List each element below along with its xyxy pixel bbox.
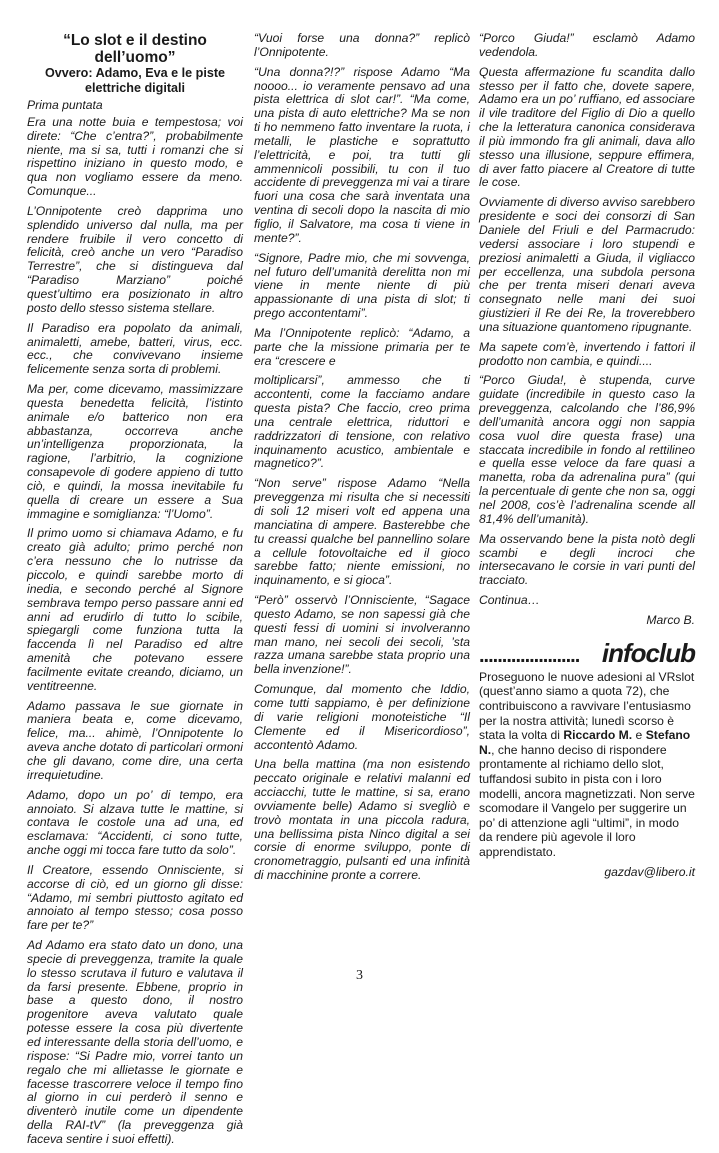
paragraph: “Una donna?!?” rispose Adamo “Ma noooo... io veramente pensavo ad una pista elettrica di slot car!”. “Ma come, una pista di auto elettriche? Ma se non ti ho nemmeno fatto inventare la ruota, i metalli, le plastiche e soprattutto l’elettricità, e poi, tra tutti gli ammennicoli possibili, tu con il tuo accidente di preveggenza mi vai a tirare fuori una cosa che sarà inventata una ventina di secoli dopo la nascita di mio figlio, il Salvatore, ma cosa ti viene in mente?”. [254,64,470,245]
column-1 [27,32,243,1153]
article-title: “Lo slot e il destino dell’uomo” [63,32,207,66]
paragraph: L’Onnipotente creò dapprima uno splendido universo dal nulla, ma per rendere fruibile il vero concetto di felicità, creò anche un vero “Paradiso Terrestre”, che si distingueva dal “Paradiso Marziano” poiché quest’ultimo era posizionato in altro posto dello stesso sistema stellare. [27,203,243,315]
paragraph: Il primo uomo si chiamava Adamo, e fu creato già adulto; primo perché non c’era nessuno che lo nutrisse da piccolo, e quindi sarebbe morto di inedia, e secondo perché al Signore sembrava tempo perso passare anni ed anni ad erudirlo di tutto lo scibile, spiegargli come funziona tutta la faccenda lì nel Paradiso ed altre amenità che potevano essere facilmente evitate creando, diciamo, un ventitreenne. [27,526,243,693]
article-signature: Marco B. [646,612,695,627]
paragraph: Adamo passava le sue giornate in maniera beata e, come dicevamo, felice, ma... ahimè, l’Onnipotente lo aveva anche dotato di particolari ormoni che gli davano, come dire, una certa irrequietudine. [27,698,243,782]
infoclub-header [479,638,695,666]
member-name-2: Stefano N. [479,728,691,757]
paragraph: Il Creatore, essendo Onnisciente, si accorse di ciò, ed un giorno gli disse: “Adamo, mi sembri piuttosto agitato ed annoiato al tempo stesso; cosa posso fare per te?” [27,862,243,933]
episode-label: Prima puntata [27,98,103,112]
paragraph: Comunque, dal momento che Iddio, come tutti sappiamo, è per definizione di varie religioni monoteistiche “Il Clemente ed il Misericordioso”, accontentò Adamo. [254,682,470,752]
page-number: 3 [356,968,363,983]
paragraph: Il Paradiso era popolato da animali, animaletti, amebe, batteri, virus, ecc. ecc., che convivevano insieme felicemente senza sorta di problemi. [27,320,243,377]
paragraph: “Non serve” rispose Adamo “Nella preveggenza mi risulta che si necessiti di soli 12 miseri volt ed appena una manciatina di ampere. Basterebbe che tu creassi qualche bel pannellino solare a cellule fotovoltaiche ed il gioco sarebbe fatto; niente emissioni, no inquinamento, e si gioca”. [254,476,470,588]
contact-email[interactable]: gazdav@libero.it [604,865,695,880]
infoclub-text-2: e [632,728,646,743]
paragraph: “Porco Giuda!” esclamò Adamo vedendola. [479,31,695,59]
paragraph: “Porco Giuda!, è stupenda, curve guidate (incredibile in questo caso la preveggenza, calcolando che l’86,9% dell’umanità ancora oggi non sappia cosa vuol dire questa frase) una staccata incredibile in fondo al rettilineo e quella esse veloce da fare quasi a manetta, roba da adrenalina pura” (qui la percentuale di gente che non sa, oggi nel 2008, cos’è l’adrenalina scende all 81,4% dell’umanità). [479,373,695,526]
infoclub-dots: ...................... [479,644,580,667]
paragraph: “Però” osservò l’Onnisciente, “Sagace questo Adamo, se non sapessi già che questi fessi di uomini si involveranno man mano, nei secoli dei secoli, ’sta razza umana sarebbe stata proprio una bella invenzione!”. [254,593,470,677]
infoclub-text-1: Proseguono le nuove adesioni al VRslot (quest’anno siamo a quota 72), che contribuiscono a ravvivare l’entusiasmo per la nostra attività; lunedì scorso è stata la volta di [479,669,695,743]
paragraph: Continua… [479,593,540,608]
paragraph: Ma sapete com’è, invertendo i fattori il prodotto non cambia, e quindi.... [479,339,695,368]
column-2 [254,32,470,889]
paragraph: moltiplicarsi”, ammesso che ti accontenti, come la facciamo andare questa pista? Che faccio, creo prima una centrale elettrica, riduttori e raddrizzatori di tensione, con relativo inquinamento acustico, ambientale e magnetico?”. [254,373,470,471]
article-subtitle: Ovvero: Adamo, Eva e le piste elettriche digitali [44,66,226,95]
paragraph: Ma per, come dicevamo, massimizzare questa benedetta felicità, l’istinto animale e/o batterico non era abbastanza, occorreva anche un’intelligenza proporzionata, la ragione, l’arbitrio, la cognizione consapevole di godere appieno di tutto ciò, e quindi, la mossa inevitabile fu quella di creare un essere a Sua immagine e somiglianza: “l’Uomo”. [27,382,243,521]
paragraph: Ovviamente di diverso avviso sarebbero presidente e soci dei consorzi di San Daniele del Friuli e del Parmacrudo: vedersi associare i loro stupendi e preziosi animaletti a Giuda, il vigliacco per eccellenza, una subdola persona che per trenta miseri denari aveva consegnato nelle mani dei suoi giustizieri il Re dei Re, la troverebbero una situazione quantomeno ripugnante. [479,195,695,334]
infoclub-section [479,670,695,880]
paragraph: Ad Adamo era stato dato un dono, una specie di preveggenza, tramite la quale lo stesso scrutava il futuro e valutava il da farsi presente. Ebbene, proprio in base a questo dono, il nostro progenitore aveva valutato quale potesse essere la cosa più divertente ed interessante della storia dell’uomo, e rispose: “Si Padre mio, vorrei tanto un regalo che mi allietasse le giornate e facesse trascorrere veloce il tempo fino al giorno in cui perderò il senno e diventerò inutile come un dipendente della RAI-tV” (la preveggenza già faceva sentire i suoi effetti). [27,938,243,1146]
paragraph: Questa affermazione fu scandita dallo stesso per il fatto che, dovete sapere, Adamo era un po’ ruffiano, ed associare il vile traditore del Figlio di Dio a quello che la letteratura canonica considerava il più immondo fra gli animali, dava allo stesso una illusione, seppure effimera, di aver fatto piacere al Creatore di tutte le cose. [479,64,695,190]
paragraph: Era una notte buia e tempestosa; voi direte: “Che c’entra?”, probabilmente niente, ma si sa, tutti i romanzi che si rispettino iniziano in questo modo, e qua non vogliamo essere da meno. Comunque... [27,114,243,199]
infoclub-text-3: , che hanno deciso di rispondere prontamente al richiamo dello slot, tuffandosi subito in pista con i loro modelli, ancora magnetizzati. Non serve scomodare il Vangelo per suggerire un po’ di attenzione agli “ultimi”, in modo da rendere più agevole il loro apprendistato. [479,742,695,859]
paragraph: “Signore, Padre mio, che mi sovvenga, nel futuro dell’umanità derelitta non mi viene in mente niente di più appassionante di una pista di slot; ti prego accontentami”. [254,250,470,321]
paragraph: Adamo, dopo un po’ di tempo, era annoiato. Si alzava tutte le mattine, si contava le costole una ad una, ed esclamava: “Accidenti, ci sono tutte, anche oggi mi tocca fare tutto da solo”. [27,787,243,858]
paragraph: “Vuoi forse una donna?” replicò l’Onnipotente. [254,31,470,59]
infoclub-heading: infoclub [601,637,695,668]
paragraph: Ma l’Onnipotente replicò: “Adamo, a parte che la missione primaria per te era “crescere e [254,325,470,368]
column-3 [479,32,695,886]
paragraph: Una bella mattina (ma non esistendo peccato originale e relativi malanni ed acciacchi, tutte le mattine, si sa, erano ovviamente belle) Adamo si svegliò e trovò montata in una piccola radura, una bellissima pista Ninco digital a sei corsie di enorme sviluppo, ponte di cronometraggio, pulsanti ed una infinità di macchinine pronte a correre. [254,757,470,883]
paragraph: Ma osservando bene la pista notò degli scambi e degli incroci che intersecavano le corsie in vari punti del tracciato. [479,531,695,588]
member-name-1: Riccardo M. [563,728,633,743]
infoclub-text [479,670,695,860]
